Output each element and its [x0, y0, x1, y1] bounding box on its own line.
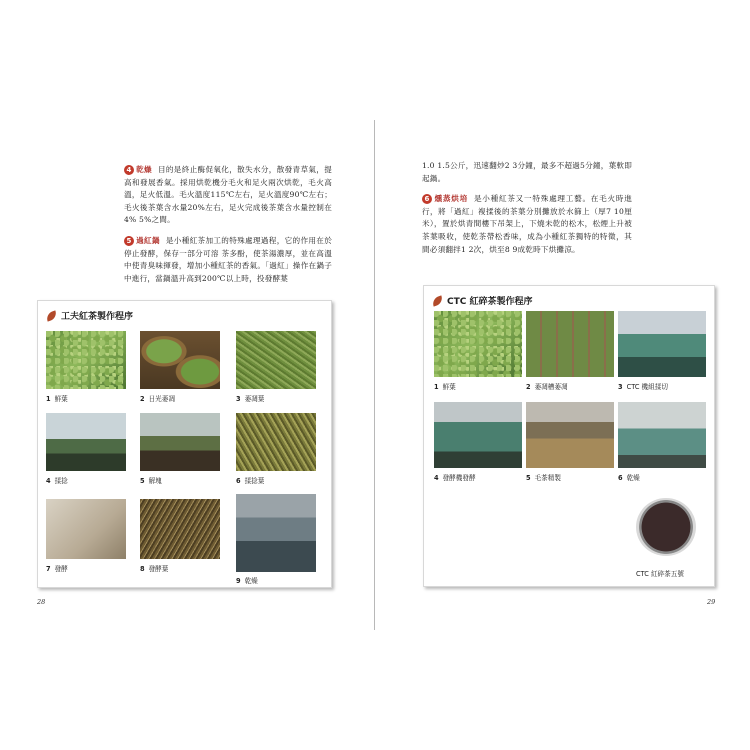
- ctc-caption-1: 1 鮮葉: [434, 383, 456, 391]
- step-5-badge: 5: [124, 236, 134, 246]
- photo-breaking: [140, 413, 220, 471]
- section-5-title: 過紅鍋: [136, 235, 160, 245]
- right-body-text: [422, 160, 632, 264]
- caption-5: 5 解塊: [140, 477, 162, 485]
- photo-rolling: [46, 413, 126, 471]
- section-6-title: 燻蒸烘培: [434, 194, 468, 204]
- caption-2: 2 日光萎凋: [140, 395, 175, 403]
- step-4-badge: 4: [124, 165, 134, 175]
- section-4-paragraph: [124, 164, 332, 227]
- section-6-paragraph: [422, 193, 632, 256]
- section-4-title: 乾燥: [136, 165, 152, 174]
- caption-4: 4 揉捻: [46, 477, 68, 485]
- section-4-text: 目的是終止酶促氧化，散失水分，散發青草氣，提高和發展香氣。採用烘乾機分毛火和足火兩次烘乾，毛火高溫，足火低溫。毛火溫度115℃左右，足火溫度90℃左右；毛火後茶葉含水量20%左右，足火完成後茶葉含水量控制在4% 5%之間。: [124, 165, 332, 225]
- caption-3: 3 萎凋葉: [236, 395, 265, 403]
- caption-1: 1 鮮葉: [46, 395, 68, 403]
- gongfu-process-box: [37, 300, 332, 588]
- section-6-text: 是小種紅茶又一特殊處理工藝。在毛火時進行，將「過紅」複揉後的茶葉分別攤放於水篩上（厚7 10厘米），置於烘青間樓下吊架上，下燒未乾的松木，松煙上升被茶葉吸收，使乾茶帶松香味，成為小種紅茶獨特的特徵，其間必須翻拌1 2次，烘至8 9成乾時下烘攤涼。: [422, 194, 632, 254]
- section-5-text: 是小種紅茶加工的特殊處理過程，它的作用在於停止發酵，保存一部分可溶 茶多酚，使茶湯濃厚，並在高溫中使青臭味揮發，增加小種紅茶的香氣。「過紅」操作在鍋子中進行，當鍋溫升高到200℃以上時，投發酵葉: [124, 235, 332, 283]
- left-body-text: [124, 164, 332, 293]
- ctc-caption-4: 4 發酵機發酵: [434, 474, 476, 482]
- caption-6: 6 揉捻葉: [236, 477, 265, 485]
- photo-fermenting: [46, 499, 126, 559]
- ctc-caption-6: 6 乾燥: [618, 474, 640, 482]
- photo-fermentation-machine: [434, 402, 522, 468]
- photo-rolled-leaves: [236, 413, 316, 471]
- left-page-number: 28: [37, 598, 46, 606]
- continued-paragraph: 1.0 1.5公斤，迅速翻炒2 3分鐘，最多不超過5分鐘，葉軟即起鍋。: [422, 161, 632, 183]
- photo-refining: [526, 402, 614, 468]
- tea-leaf-icon: [431, 295, 444, 306]
- ctc-process-box: [423, 285, 715, 587]
- ctc-box-title: CTC 紅碎茶製作程序: [432, 294, 532, 307]
- photo-withered-leaves: [236, 331, 316, 389]
- step-6-badge: 6: [422, 194, 432, 204]
- photo-drying: [236, 494, 316, 572]
- ctc-caption-3: 3 CTC 機組揉切: [618, 383, 668, 391]
- ctc-caption-2: 2 萎凋槽萎凋: [526, 383, 568, 391]
- photo-fermented-leaves: [140, 499, 220, 559]
- gongfu-box-title: 工夫紅茶製作程序: [46, 309, 133, 322]
- photo-ctc-fresh-leaves: [434, 311, 522, 377]
- photo-ctc-drying: [618, 402, 706, 468]
- photo-ctc-broken-tea-plate: [636, 498, 696, 556]
- section-5-paragraph: [124, 235, 332, 285]
- right-page-number: 29: [707, 598, 716, 606]
- caption-8: 8 發酵葉: [140, 565, 169, 573]
- ctc-final-caption: CTC 紅碎茶五號: [636, 570, 684, 578]
- ctc-caption-5: 5 毛茶精製: [526, 474, 561, 482]
- photo-ctc-machine: [618, 311, 706, 377]
- caption-9: 9 乾燥: [236, 577, 258, 585]
- photo-withering-trough: [526, 311, 614, 377]
- photo-sun-withering: [140, 331, 220, 389]
- tea-leaf-icon: [45, 310, 58, 321]
- caption-7: 7 發酵: [46, 565, 68, 573]
- photo-fresh-leaves: [46, 331, 126, 389]
- page-gutter: [374, 120, 375, 630]
